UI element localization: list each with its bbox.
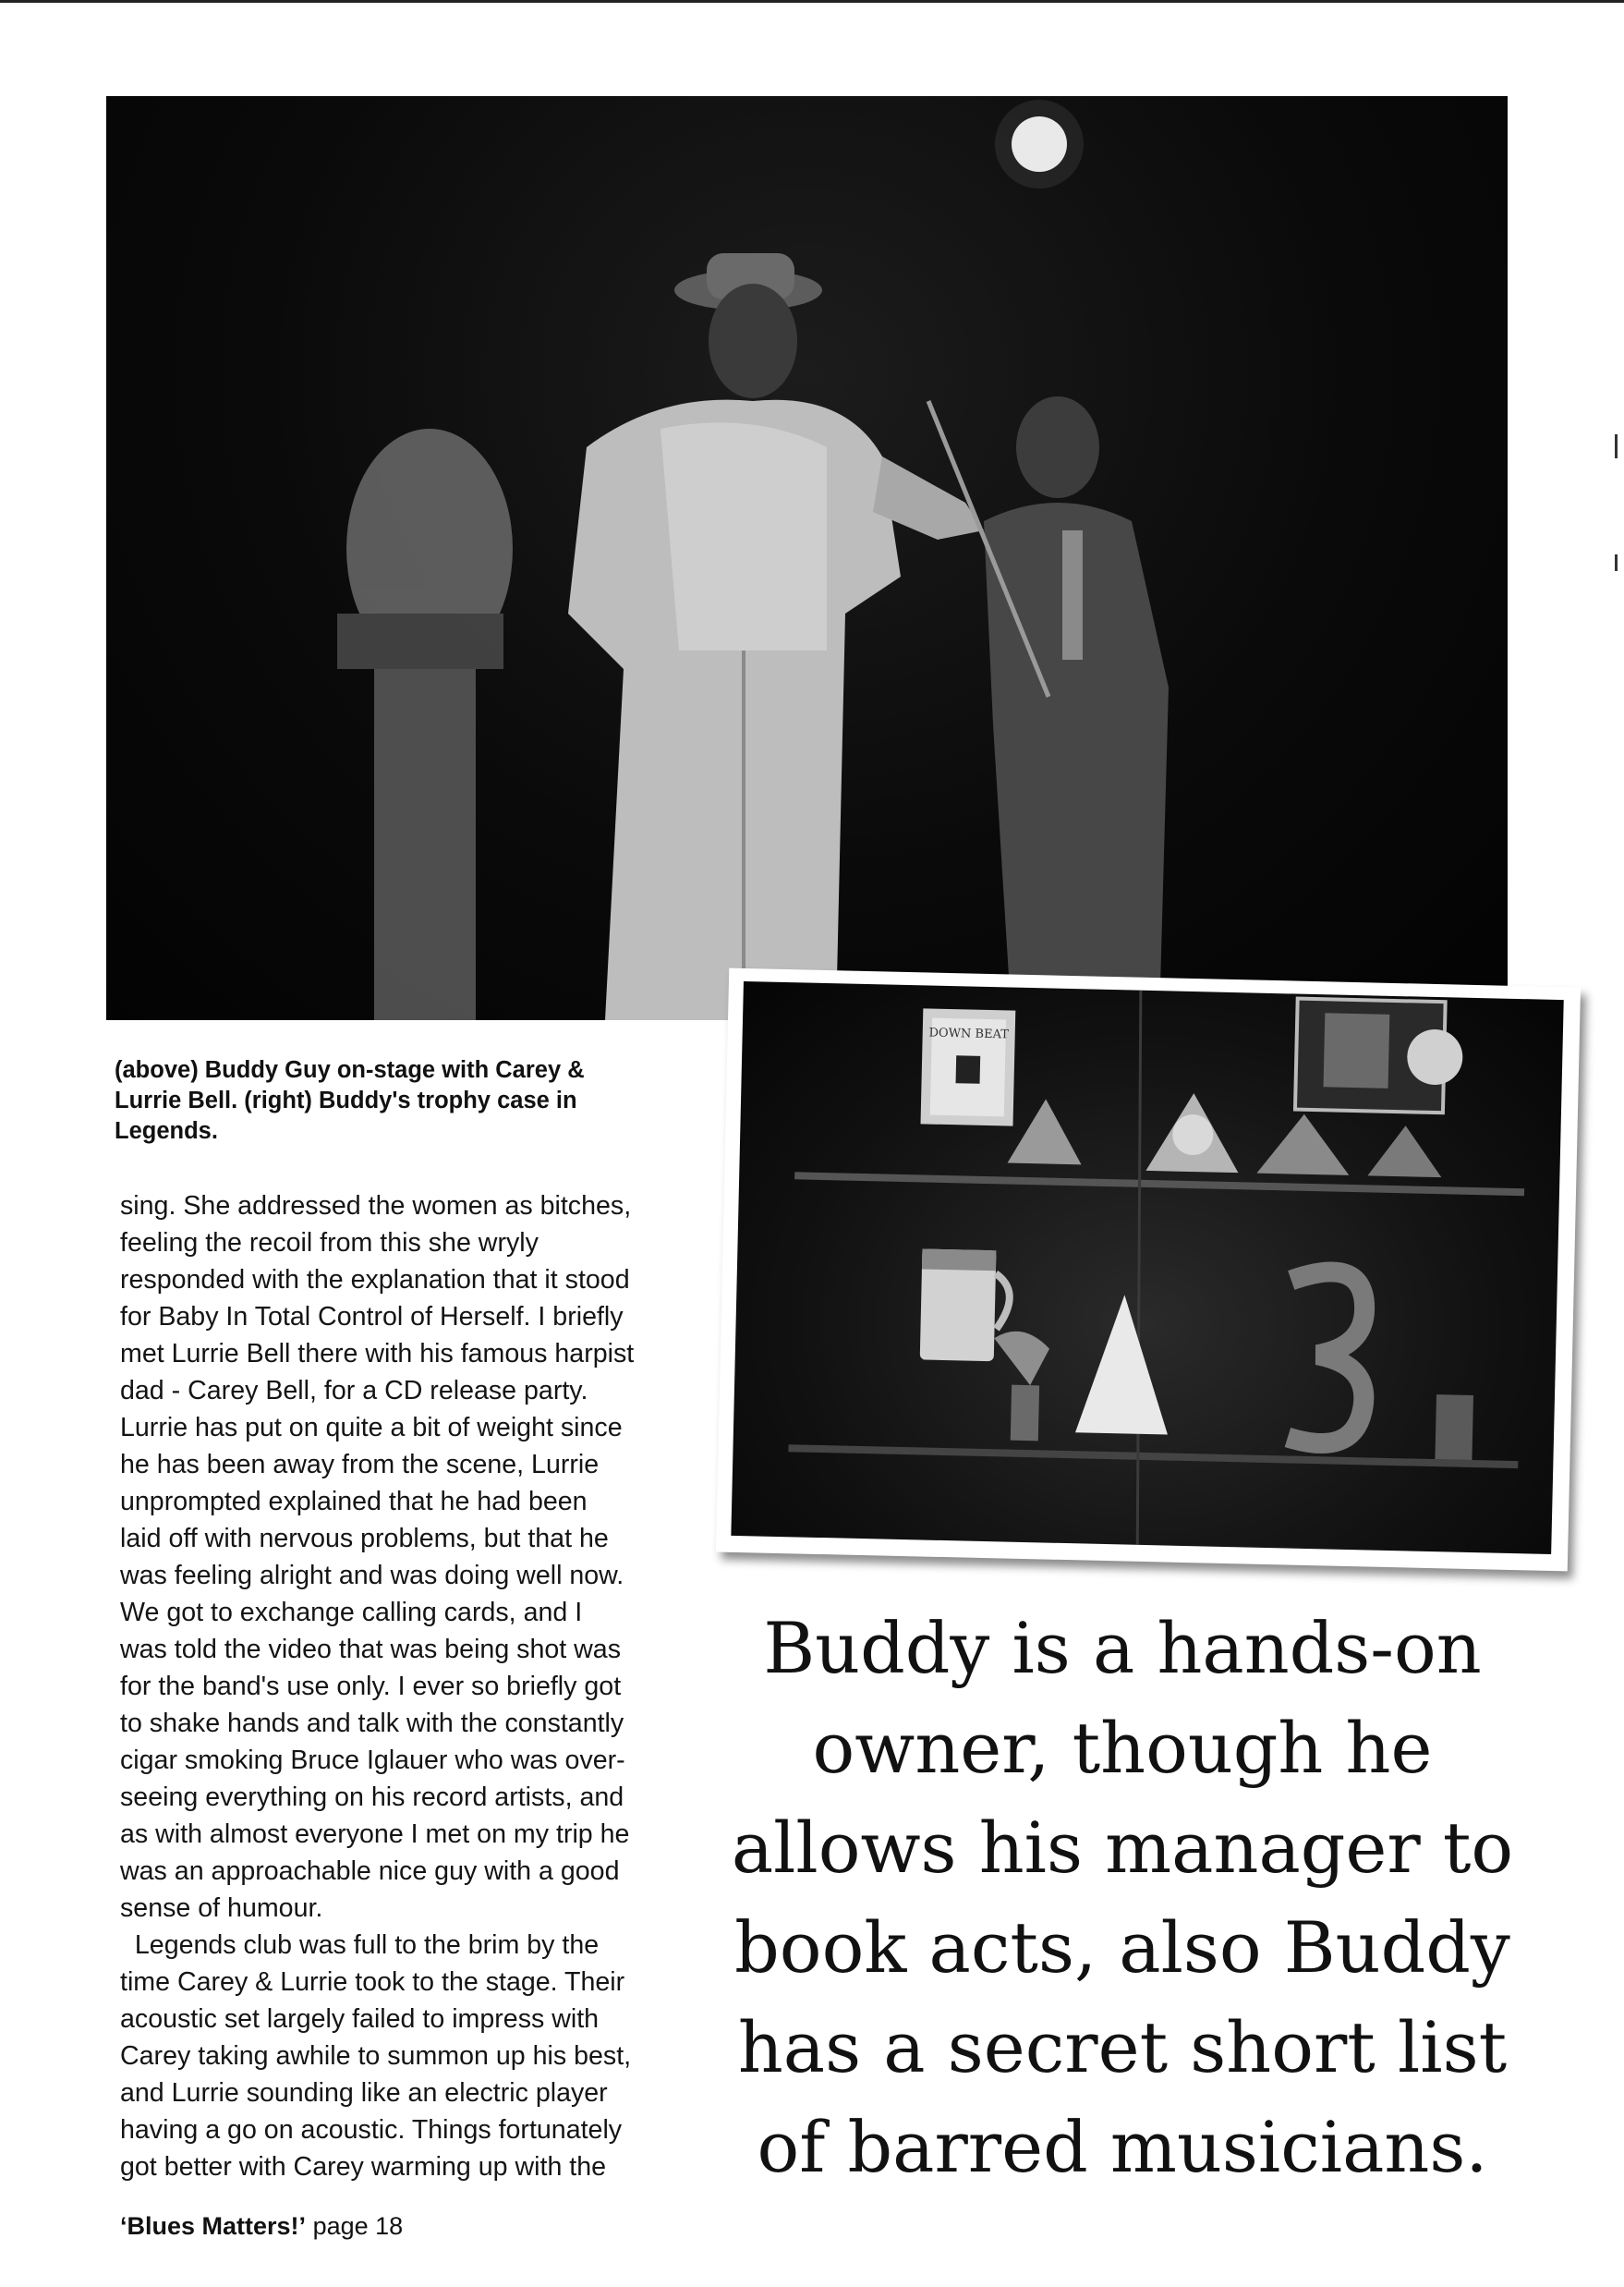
- award-trophy: [1256, 1113, 1350, 1175]
- body-line: for Baby In Total Control of Herself. I briefly: [120, 1302, 624, 1332]
- body-line: he has been away from the scene, Lurrie: [120, 1450, 600, 1479]
- number-award: [1288, 1271, 1367, 1445]
- pull-quote-line: allows his manager to: [731, 1806, 1514, 1889]
- pyramid-award: [1075, 1294, 1170, 1434]
- beer-stein: [920, 1248, 1011, 1361]
- award-trophy: [1008, 1099, 1084, 1165]
- scan-edge-mark: [1615, 434, 1618, 458]
- body-line: We got to exchange calling cards, and I: [120, 1598, 583, 1627]
- pull-quote-line: book acts, also Buddy: [734, 1906, 1510, 1989]
- body-line: to shake hands and talk with the constantly: [120, 1709, 624, 1738]
- caption-line: Legends.: [115, 1118, 218, 1144]
- caption-line: (above) Buddy Guy on-stage with Carey &: [115, 1057, 585, 1083]
- body-line: was told the video that was being shot was: [120, 1635, 622, 1664]
- body-line: dad - Carey Bell, for a CD release party.: [120, 1376, 588, 1405]
- trophy-photo-frame: [716, 968, 1581, 1572]
- magazine-title: ‘Blues Matters!’: [120, 2212, 307, 2240]
- body-line: unprompted explained that he had been: [120, 1487, 588, 1516]
- grammy-award: [992, 1331, 1050, 1441]
- body-line: sense of humour.: [120, 1893, 323, 1923]
- carey-bell-figure: [984, 396, 1169, 1020]
- body-line: was an approachable nice guy with a good: [120, 1856, 620, 1886]
- pull-quote-line: owner, though he: [812, 1707, 1433, 1789]
- body-line: sing. She addressed the women as bitches,: [120, 1191, 632, 1221]
- award-trophy: [1367, 1125, 1442, 1177]
- buddy-guy-figure: [568, 253, 984, 1020]
- body-line: Legends club was full to the brim by the: [120, 1930, 600, 1960]
- stage-photo: [106, 96, 1508, 1020]
- pull-quote-line: of barred musicians.: [757, 2106, 1488, 2188]
- body-line: was feeling alright and was doing well now.: [120, 1561, 624, 1590]
- body-line: cigar smoking Bruce Iglauer who was over-: [120, 1746, 625, 1775]
- body-line: Lurrie has put on quite a bit of weight since: [120, 1413, 623, 1442]
- left-musician-figure: [337, 429, 513, 1020]
- body-line: laid off with nervous problems, but that he: [120, 1524, 609, 1553]
- body-line: met Lurrie Bell there with his famous harpist: [120, 1339, 635, 1369]
- page-footer: [120, 2212, 403, 2241]
- caption-line: Lurrie Bell. (right) Buddy's trophy case in: [115, 1088, 577, 1113]
- pull-quote: [721, 1599, 1524, 2197]
- trophy-case-illustration: [731, 981, 1563, 1554]
- body-line: acoustic set largely failed to impress with: [120, 2004, 600, 2034]
- plaque-title: DOWN BEAT: [928, 1026, 1010, 1042]
- body-line: as with almost everyone I met on my trip he: [120, 1819, 630, 1849]
- body-line: seeing everything on his record artists, and: [120, 1782, 624, 1812]
- stage-photo-illustration: [106, 96, 1508, 1020]
- down-beat-plaque: [921, 1008, 1016, 1125]
- photo-caption: [115, 1055, 669, 1147]
- body-line: Carey taking awhile to summon up his best,: [120, 2041, 632, 2071]
- body-line: feeling the recoil from this she wryly: [120, 1228, 539, 1258]
- scan-edge-mark: [1615, 554, 1618, 571]
- pull-quote-line: Buddy is a hands-on: [763, 1607, 1482, 1689]
- body-line: and Lurrie sounding like an electric player: [120, 2078, 608, 2108]
- body-line: having a go on acoustic. Things fortunately: [120, 2115, 623, 2145]
- body-line: time Carey & Lurrie took to the stage. Their: [120, 1967, 625, 1997]
- body-line: responded with the explanation that it stood: [120, 1265, 630, 1295]
- page-number: page 18: [312, 2212, 404, 2240]
- body-line: got better with Carey warming up with the: [120, 2152, 607, 2182]
- trophy-case-photo: [731, 981, 1563, 1554]
- body-line: for the band's use only. I ever so briefly got: [120, 1672, 622, 1701]
- article-body: [120, 1187, 698, 2185]
- top-rule: [0, 0, 1624, 3]
- framed-photo: [1295, 999, 1464, 1113]
- pull-quote-line: has a secret short list: [737, 2006, 1508, 2088]
